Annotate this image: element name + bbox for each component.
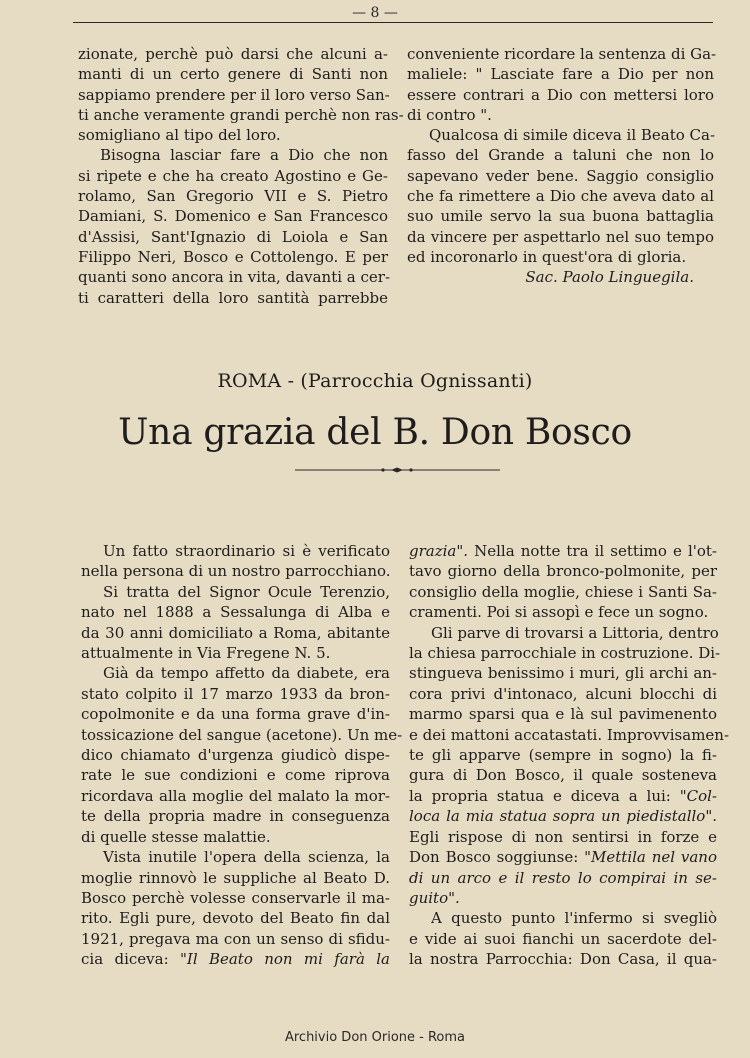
text-line: consiglio della moglie, chiese i Santi Sa- [409, 582, 717, 601]
text-line: fasso del Grande a taluni che non lo [407, 146, 714, 165]
text-line: stingueva benissimo i muri, gli archi an- [409, 664, 717, 683]
text-line: di contro ". [407, 105, 492, 124]
text-line [409, 888, 717, 908]
text-line: cramenti. Poi si assopì e fece un sogno. [409, 603, 709, 622]
archive-footer: Archivio Don Orione - Roma [284, 1030, 466, 1045]
text-line: te gli apparve (sempre in sogno) la fi- [409, 746, 717, 765]
quoted-text: grazia". [409, 542, 469, 560]
text-line: si ripete e che ha creato Agostino e Ge- [78, 166, 388, 185]
text-line: Vista inutile l'opera della scienza, la [103, 848, 390, 867]
text-line: cora privi d'intonaco, alcuni blocchi di [409, 684, 717, 703]
quoted-text: Mettila nel vano [591, 848, 717, 867]
text-line: marmo sparsi qua e là sul pavimenento [409, 705, 717, 724]
text-line: che fa rimettere a Dio che aveva dato al [407, 187, 714, 206]
text-line: somigliano al tipo del loro. [78, 126, 281, 145]
top-left-column [78, 44, 404, 308]
text-line: Egli rispose di non sentirsi in forze e [409, 827, 717, 846]
text-line: di quelle stesse malattie. [81, 827, 271, 846]
quoted-text: di un arco e il resto lo compirai in se- [409, 868, 717, 887]
text-line: ti caratteri della loro santità parrebbe [78, 288, 388, 307]
text-line: sappiamo prendere per il loro verso San- [78, 85, 390, 104]
text-line: d'Assisi, Sant'Ignazio di Loiola e San [78, 227, 388, 246]
text-line: rolamo, San Gregorio VII e S. Pietro [78, 187, 388, 206]
text-line [81, 949, 390, 969]
text-line: A questo punto l'infermo si svegliò [431, 909, 717, 928]
text-line [409, 868, 717, 888]
text-line [409, 786, 717, 806]
article-right-column [409, 541, 730, 970]
text-line: Si tratta del Signor Ocule Terenzio, [103, 582, 390, 601]
page-number: — 8 — [352, 5, 398, 21]
text-line: te della propria madre in conseguenza [81, 807, 390, 826]
text-line: rate le sue condizioni e come riprova [81, 766, 390, 785]
text-line: suo umile servo la sua buona battaglia [407, 207, 714, 226]
text-line: essere contrari a Dio con mettersi loro [407, 85, 714, 104]
text-line: attualmente in Via Fregene N. 5. [81, 644, 331, 663]
quoted-text: Il Beato non mi farà la [186, 950, 390, 969]
text-line: nella persona di un nostro parrocchiano. [81, 562, 391, 581]
text-line: Filippo Neri, Bosco e Cottolengo. E per [78, 247, 388, 266]
top-right-column [407, 44, 717, 288]
text-line: 1921, pregava ma con un senso di sfidu- [81, 929, 390, 948]
article-title: Una grazia del B. Don Bosco [118, 412, 632, 453]
text-line: Bosco perchè volesse conservarle il ma- [81, 888, 390, 907]
text-line: Già da tempo affetto da diabete, era [103, 664, 390, 683]
section-heading: ROMA - (Parrocchia Ognissanti) [217, 370, 533, 392]
text-line: Qualcosa di simile diceva il Beato Ca- [429, 126, 716, 145]
text-line: Damiani, S. Domenico e San Francesco [78, 207, 388, 226]
text-line: tossicazione del sangue (acetone). Un me- [81, 725, 403, 744]
text-line [409, 541, 717, 561]
quoted-text: loca la mia statua sopra un piedistallo". [409, 807, 717, 826]
text-line: Un fatto straordinario si è verificato [103, 542, 390, 560]
text-line: copolmonite e da una forma grave d'in- [81, 705, 390, 724]
text-line: da vincere per aspettarlo nel suo tempo [407, 227, 714, 246]
text-line: tavo giorno della bronco-polmonite, per [409, 562, 717, 581]
text-line: nato nel 1888 a Sessalunga di Alba e [81, 603, 390, 622]
text-line: manti di un certo genere di Santi non [78, 65, 388, 84]
text-line: la chiesa parrocchiale in costruzione. Di- [409, 644, 721, 663]
author-signature: Sac. Paolo Linguegila. [525, 268, 694, 287]
text-run: la propria statua e diceva a lui: " [409, 786, 687, 805]
header-rule [73, 22, 713, 23]
text-line [409, 847, 717, 867]
text-line [409, 806, 717, 826]
text-line: la nostra Parrocchia: Don Casa, il qua- [409, 950, 717, 969]
quoted-text: guito". [409, 888, 460, 907]
text-line: zionate, perchè può darsi che alcuni a- [78, 45, 388, 63]
text-line: ti anche veramente grandi perchè non ras- [78, 105, 404, 124]
text-line: rito. Egli pure, devoto del Beato fin dal [81, 909, 390, 928]
text-line: stato colpito il 17 marzo 1933 da bron- [81, 684, 390, 703]
text-line: quanti sono ancora in vita, davanti a cer- [78, 268, 391, 287]
text-line: maliele: " Lasciate fare a Dio per non [407, 65, 714, 84]
text-line: conveniente ricordare la sentenza di Ga- [407, 45, 717, 63]
text-line: Bisogna lasciar fare a Dio che non [100, 146, 388, 165]
text-line: ed incoronarlo in quest'ora di gloria. [407, 247, 687, 266]
text-line: moglie rinnovò le suppliche al Beato D. [81, 868, 390, 887]
text-line: ricordava alla moglie del malato la mor- [81, 786, 390, 805]
text-run: Don Bosco soggiunse: " [409, 848, 592, 867]
text-line: da 30 anni domiciliato a Roma, abitante [81, 623, 390, 642]
title-ornament [295, 467, 500, 473]
text-run: Nella notte tra il settimo e l'ot- [468, 542, 717, 560]
quoted-text: Col- [686, 786, 717, 805]
text-line: Gli parve di trovarsi a Littoria, dentro [431, 623, 719, 642]
text-line: e dei mattoni accatastati. Improvvisamen- [409, 725, 730, 744]
text-line: gura di Don Bosco, il quale sosteneva [409, 766, 717, 785]
text-line: sapevano veder bene. Saggio consiglio [407, 166, 714, 185]
article-left-column [81, 541, 403, 970]
text-line: dico chiamato d'urgenza giudicò dispe- [81, 746, 390, 765]
text-run: cia diceva: " [81, 950, 187, 969]
text-line: e vide ai suoi fianchi un sacerdote del- [409, 929, 717, 948]
